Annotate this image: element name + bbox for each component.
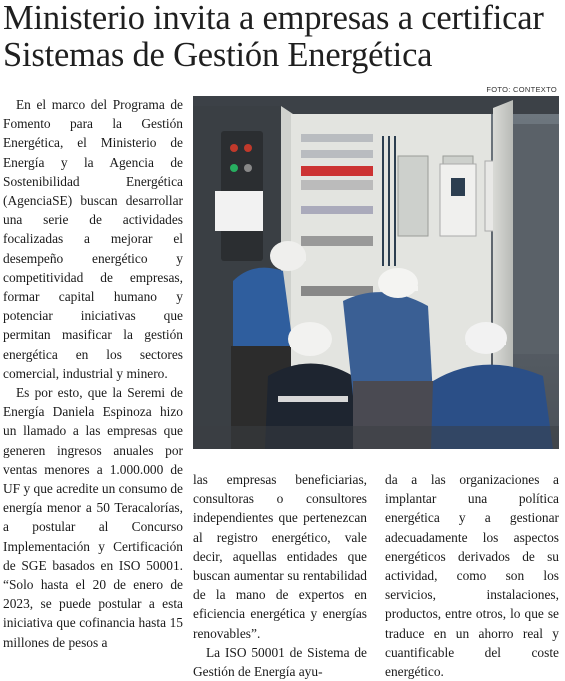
column-3 [385,470,559,681]
headline-line-2: Sistemas de Gestión Energética [3,36,433,74]
paragraph-iso-cont: da a las organizaciones a implantar una política energética y a gestionar adecuadamente los aspectos energéticos derivados de su actividad, como son los servicios, instalaciones, productos, entre otros, lo que se traduce en un ahorro real y cuantificable del coste energético. [385,472,559,680]
paragraph-iso: La ISO 50001 de Sistema de Gestión de Energía ayu- [193,644,367,680]
electrical-panel-workers-photo [193,96,559,449]
paragraph-intro: En el marco del Programa de Fomento para la Gestión Energética, el Ministerio de Energía y la Agencia de Sostenibilidad Energética (AgenciaSE) buscan desarrollar una serie de actividades focalizadas a mejorar el desempeño energético y competitividad de empresas, formar capital humano y potenciar iniciativas que permitan masificar la gestión energética en los sectores comercial, industrial y minero. [3,97,183,381]
paragraph-call: Es por esto, que la Seremi de Energía Daniela Espinoza hizo un llamado a las empresas que generen ingresos anuales por ventas menores a 1.000.000 de UF y que acredite un consumo de energía menor a 50 Teracalorías, a postular al Concurso Implementación y Certificación de SGE basados en ISO 50001. “Solo hasta el 20 de enero de 2023, se puede postular a esta iniciativa que cofinancia hasta 15 millones de pesos a [3,385,183,650]
paragraph-call-cont: las empresas beneficiarias, consultoras o consultores independientes que pertenezcan al registro energético, vale decir, aquellas entidades que buscan aumentar su rentabilidad de la mano de expertos en eficiencia energética y energías renovables”. [193,472,367,641]
article-photo [193,96,559,449]
photo-credit: FOTO: CONTEXTO [486,85,557,94]
column-2 [193,470,367,681]
headline-line-1: Ministerio invita a empresas a certificar [3,0,544,37]
headline [3,0,563,74]
column-1 [3,95,183,652]
